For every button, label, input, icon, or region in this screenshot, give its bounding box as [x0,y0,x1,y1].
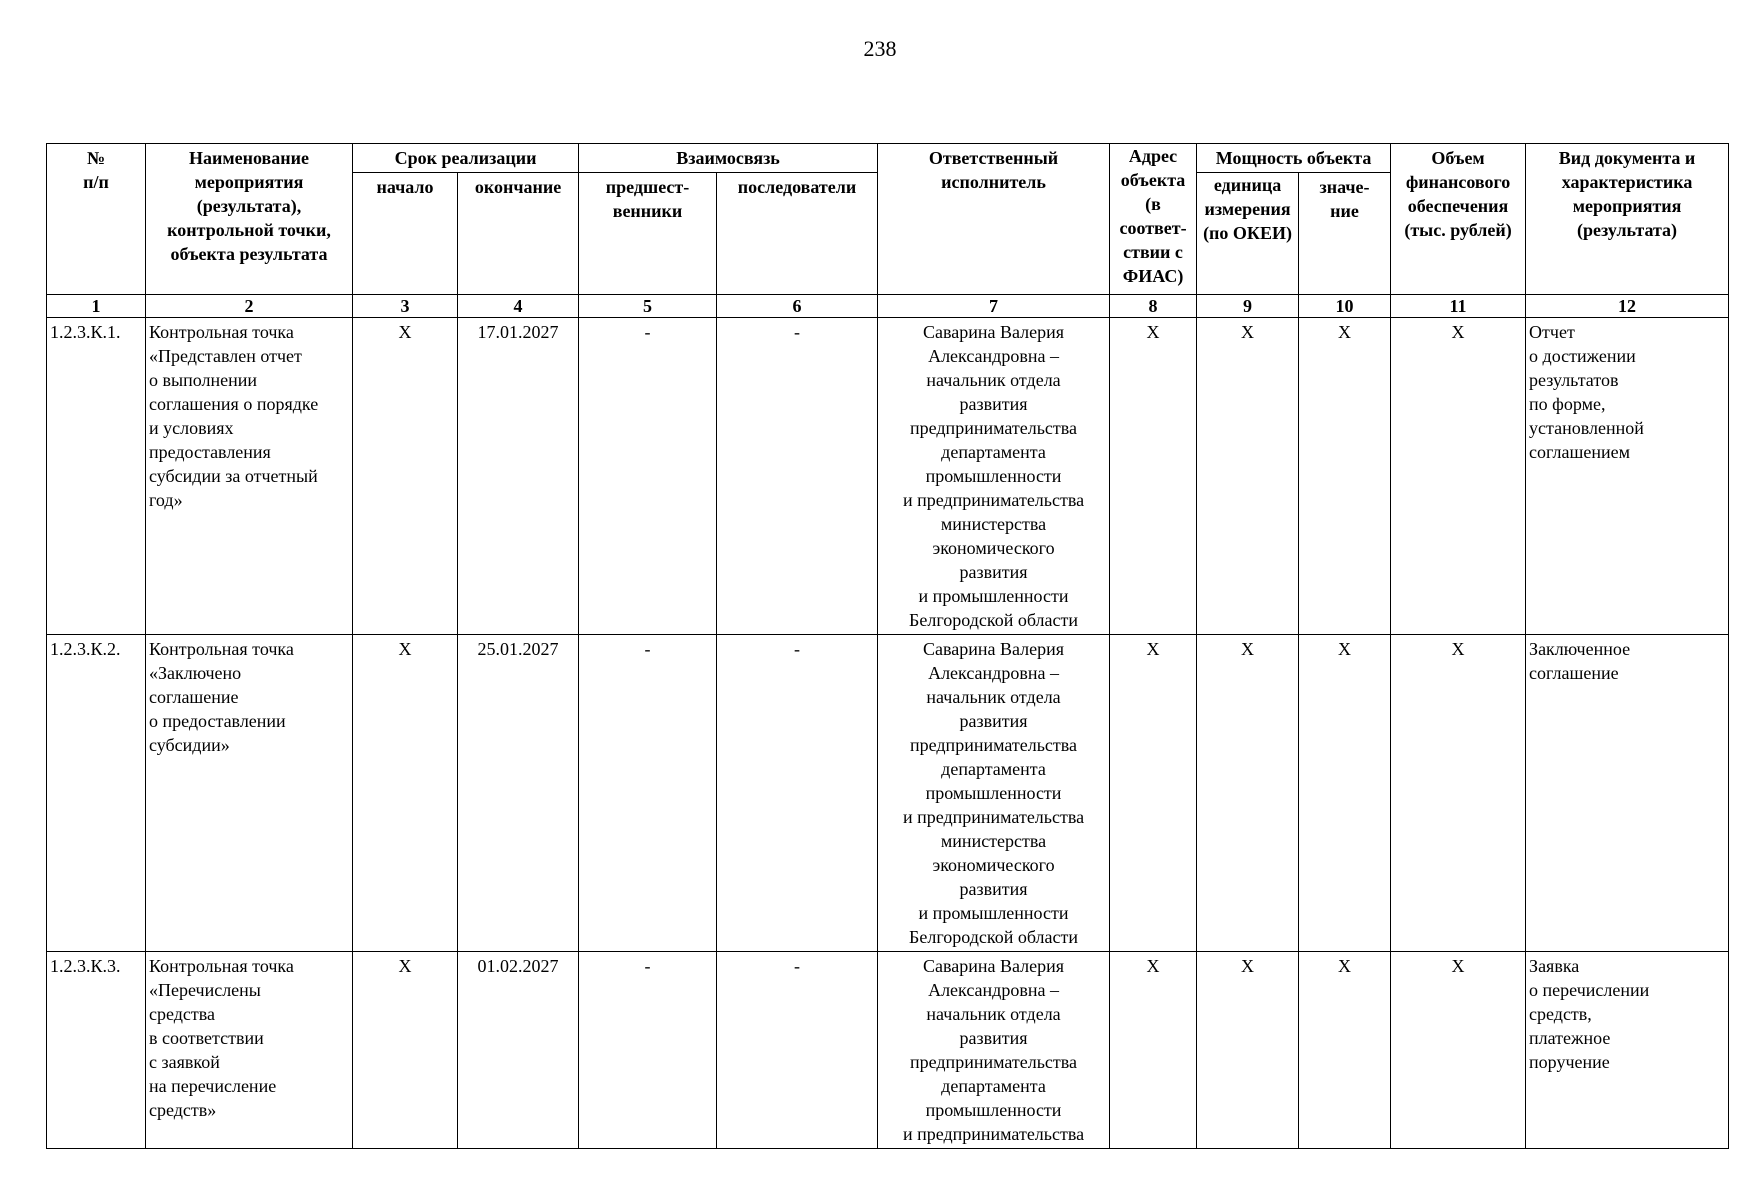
header-address: Адрес объекта (в соответ-ствии с ФИАС) [1110,144,1197,295]
row-start: X [353,952,458,1149]
header-capacity-value: значе- ние [1299,173,1391,295]
header-name: Наименование мероприятия (результата), контрольной точки, объекта результата [146,144,353,295]
header-link-pred: предшест- венники [579,173,717,295]
column-number: 3 [353,295,458,318]
row-address: X [1110,952,1197,1149]
column-number: 8 [1110,295,1197,318]
row-end: 25.01.2027 [458,635,579,952]
table-row [47,318,1729,635]
row-unit: X [1197,952,1299,1149]
column-number: 11 [1391,295,1526,318]
header-period-end: окончание [458,173,579,295]
column-number: 10 [1299,295,1391,318]
row-end: 17.01.2027 [458,318,579,635]
header-link-group: Взаимосвязь [579,144,878,173]
column-number: 9 [1197,295,1299,318]
row-num: 1.2.3.К.3. [47,952,146,1149]
row-responsible: Саварина Валерия Александровна – начальник отдела развития предпринимательства департамента промышленности и предпринимательства министерства экономического развития и промышленности Белгородской области [878,318,1110,635]
plan-table [46,143,1729,1149]
row-doc: Заявка о перечислении средств, платежное поручение [1526,952,1729,1149]
row-start: X [353,318,458,635]
row-doc: Заключенное соглашение [1526,635,1729,952]
row-finance: X [1391,952,1526,1149]
row-address: X [1110,318,1197,635]
row-value: X [1299,952,1391,1149]
row-name: Контрольная точка «Заключено соглашение о предоставлении субсидии» [146,635,353,952]
header-responsible: Ответственный исполнитель [878,144,1110,295]
row-doc: Отчет о достижении результатов по форме, установленной соглашением [1526,318,1729,635]
table-row [47,952,1729,1149]
column-number: 7 [878,295,1110,318]
header-period-group: Срок реализации [353,144,579,173]
row-value: X [1299,318,1391,635]
header-row-groups [47,144,1729,173]
column-number: 5 [579,295,717,318]
table-row [47,635,1729,952]
header-finance: Объем финансового обеспечения (тыс. рублей) [1391,144,1526,295]
row-num: 1.2.3.К.1. [47,318,146,635]
row-responsible: Саварина Валерия Александровна – начальник отдела развития предпринимательства департамента промышленности и предпринимательства [878,952,1110,1149]
row-name: Контрольная точка «Перечислены средства в соответствии с заявкой на перечисление средств» [146,952,353,1149]
row-finance: X [1391,635,1526,952]
column-number: 12 [1526,295,1729,318]
header-link-succ: последователи [717,173,878,295]
header-doc-type: Вид документа и характеристика мероприятия (результата) [1526,144,1729,295]
row-finance: X [1391,318,1526,635]
row-unit: X [1197,635,1299,952]
row-succ: - [717,952,878,1149]
row-num: 1.2.3.К.2. [47,635,146,952]
row-responsible: Саварина Валерия Александровна – начальник отдела развития предпринимательства департамента промышленности и предпринимательства министерства экономического развития и промышленности Белгородской области [878,635,1110,952]
row-address: X [1110,635,1197,952]
row-end: 01.02.2027 [458,952,579,1149]
row-start: X [353,635,458,952]
column-number: 2 [146,295,353,318]
row-pred: - [579,318,717,635]
row-pred: - [579,952,717,1149]
header-period-start: начало [353,173,458,295]
header-num: № п/п [47,144,146,295]
row-pred: - [579,635,717,952]
page-number: 238 [863,36,897,61]
column-number: 6 [717,295,878,318]
row-succ: - [717,635,878,952]
row-succ: - [717,318,878,635]
header-capacity-unit: единица измерения (по ОКЕИ) [1197,173,1299,295]
row-name: Контрольная точка «Представлен отчет о выполнении соглашения о порядке и условиях предоставления субсидии за отчетный год» [146,318,353,635]
column-number: 4 [458,295,579,318]
row-value: X [1299,635,1391,952]
column-number: 1 [47,295,146,318]
header-capacity-group: Мощность объекта [1197,144,1391,173]
row-unit: X [1197,318,1299,635]
column-number-row [47,295,1729,318]
